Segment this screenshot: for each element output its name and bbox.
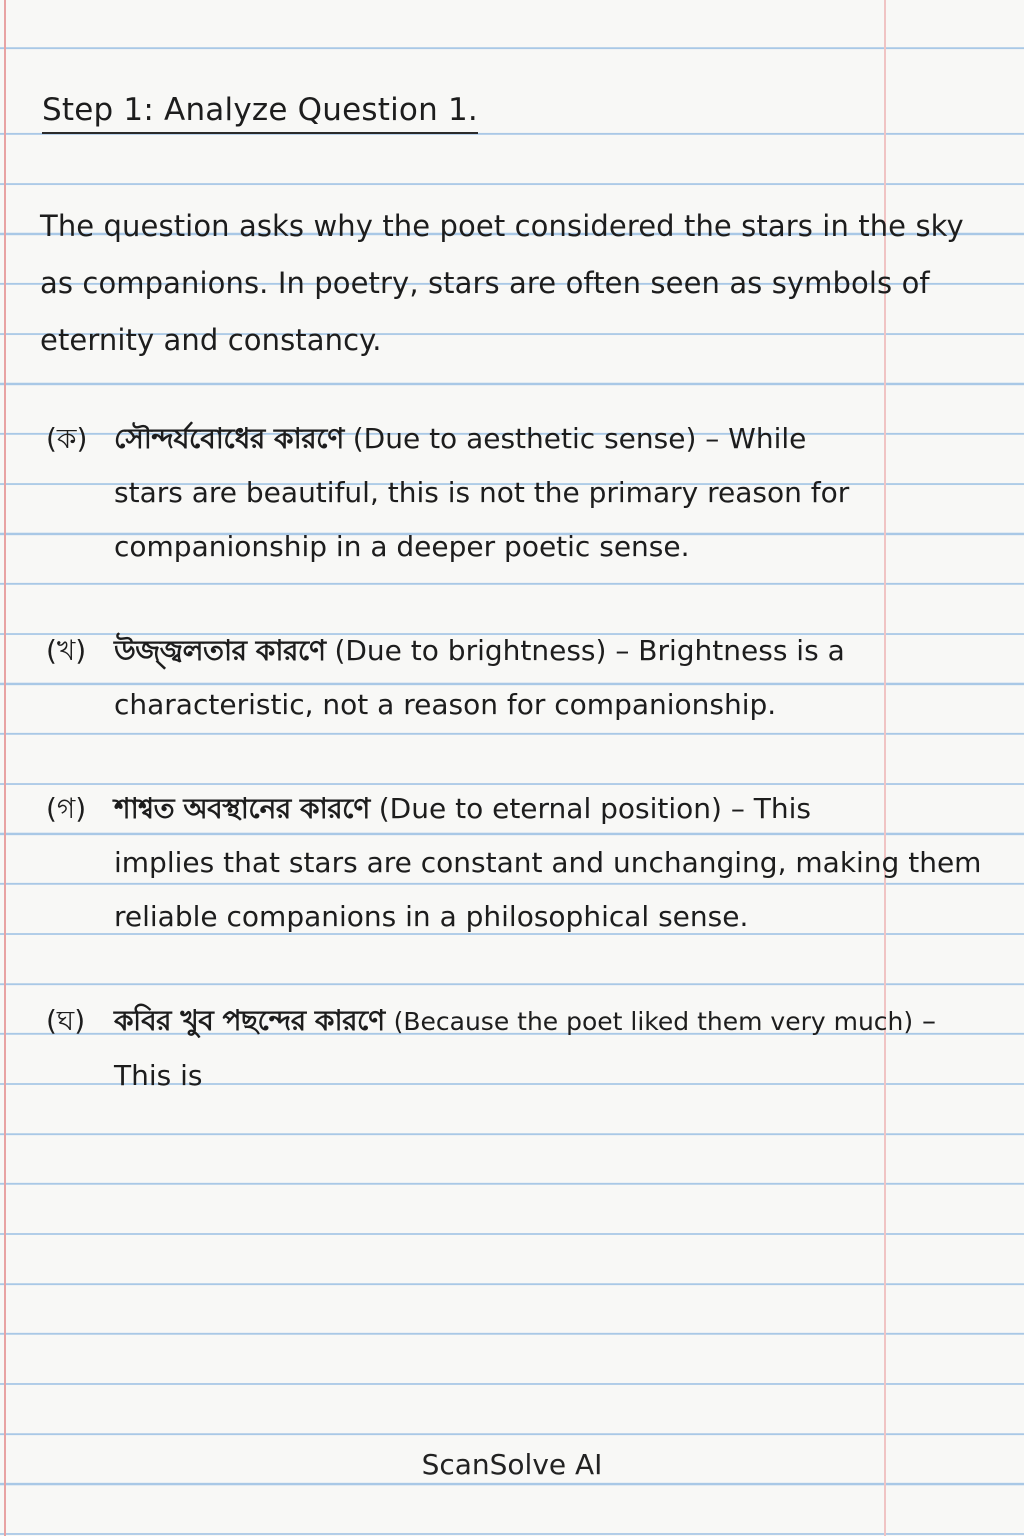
option-english-gloss: (Due to eternal position) xyxy=(378,792,722,825)
option-english-gloss: (Due to aesthetic sense) xyxy=(352,422,697,455)
option-marker: (ক) xyxy=(46,422,88,455)
step-heading: Step 1: Analyze Question 1. xyxy=(42,92,478,134)
option-bengali-text: শাশ্বত অবস্থানের কারণে xyxy=(114,792,370,825)
option-explanation: This is xyxy=(114,1059,203,1092)
brand-watermark: ScanSolve AI xyxy=(421,1448,603,1481)
option-explanation: characteristic, not a reason for companionship. xyxy=(114,688,777,721)
option-line-tail: – xyxy=(913,1004,937,1037)
option-bengali-text: সৌন্দর্যবোধের কারণে xyxy=(114,422,344,455)
option-line-tail: – Brightness is a xyxy=(606,634,845,667)
option-ka xyxy=(46,412,986,574)
option-gha xyxy=(46,994,986,1103)
option-english-gloss: (Due to brightness) xyxy=(334,634,607,667)
option-explanation: implies that stars are constant and unchanging, making them reliable companions in a philosophical sense. xyxy=(114,846,982,933)
intro-paragraph: The question asks why the poet considered the stars in the sky as companions. In poetry, stars are often seen as symbols of eternity and constancy. xyxy=(40,209,964,357)
option-ga xyxy=(46,782,986,944)
option-line-tail: – This xyxy=(721,792,811,825)
left-margin-line xyxy=(4,0,6,1536)
option-explanation: stars are beautiful, this is not the primary reason for companionship in a deeper poetic sense. xyxy=(114,476,850,563)
option-bengali-text: উজ্জ্বলতার কারণে xyxy=(114,634,326,667)
option-line-tail: – While xyxy=(696,422,807,455)
option-marker: (ঘ) xyxy=(46,1004,86,1037)
option-marker: (খ) xyxy=(46,634,87,667)
option-kha xyxy=(46,624,986,732)
option-bengali-text: কবির খুব পছন্দের কারণে xyxy=(114,1004,385,1037)
option-marker: (গ) xyxy=(46,792,87,825)
option-english-gloss: (Because the poet liked them very much) xyxy=(393,1007,914,1036)
